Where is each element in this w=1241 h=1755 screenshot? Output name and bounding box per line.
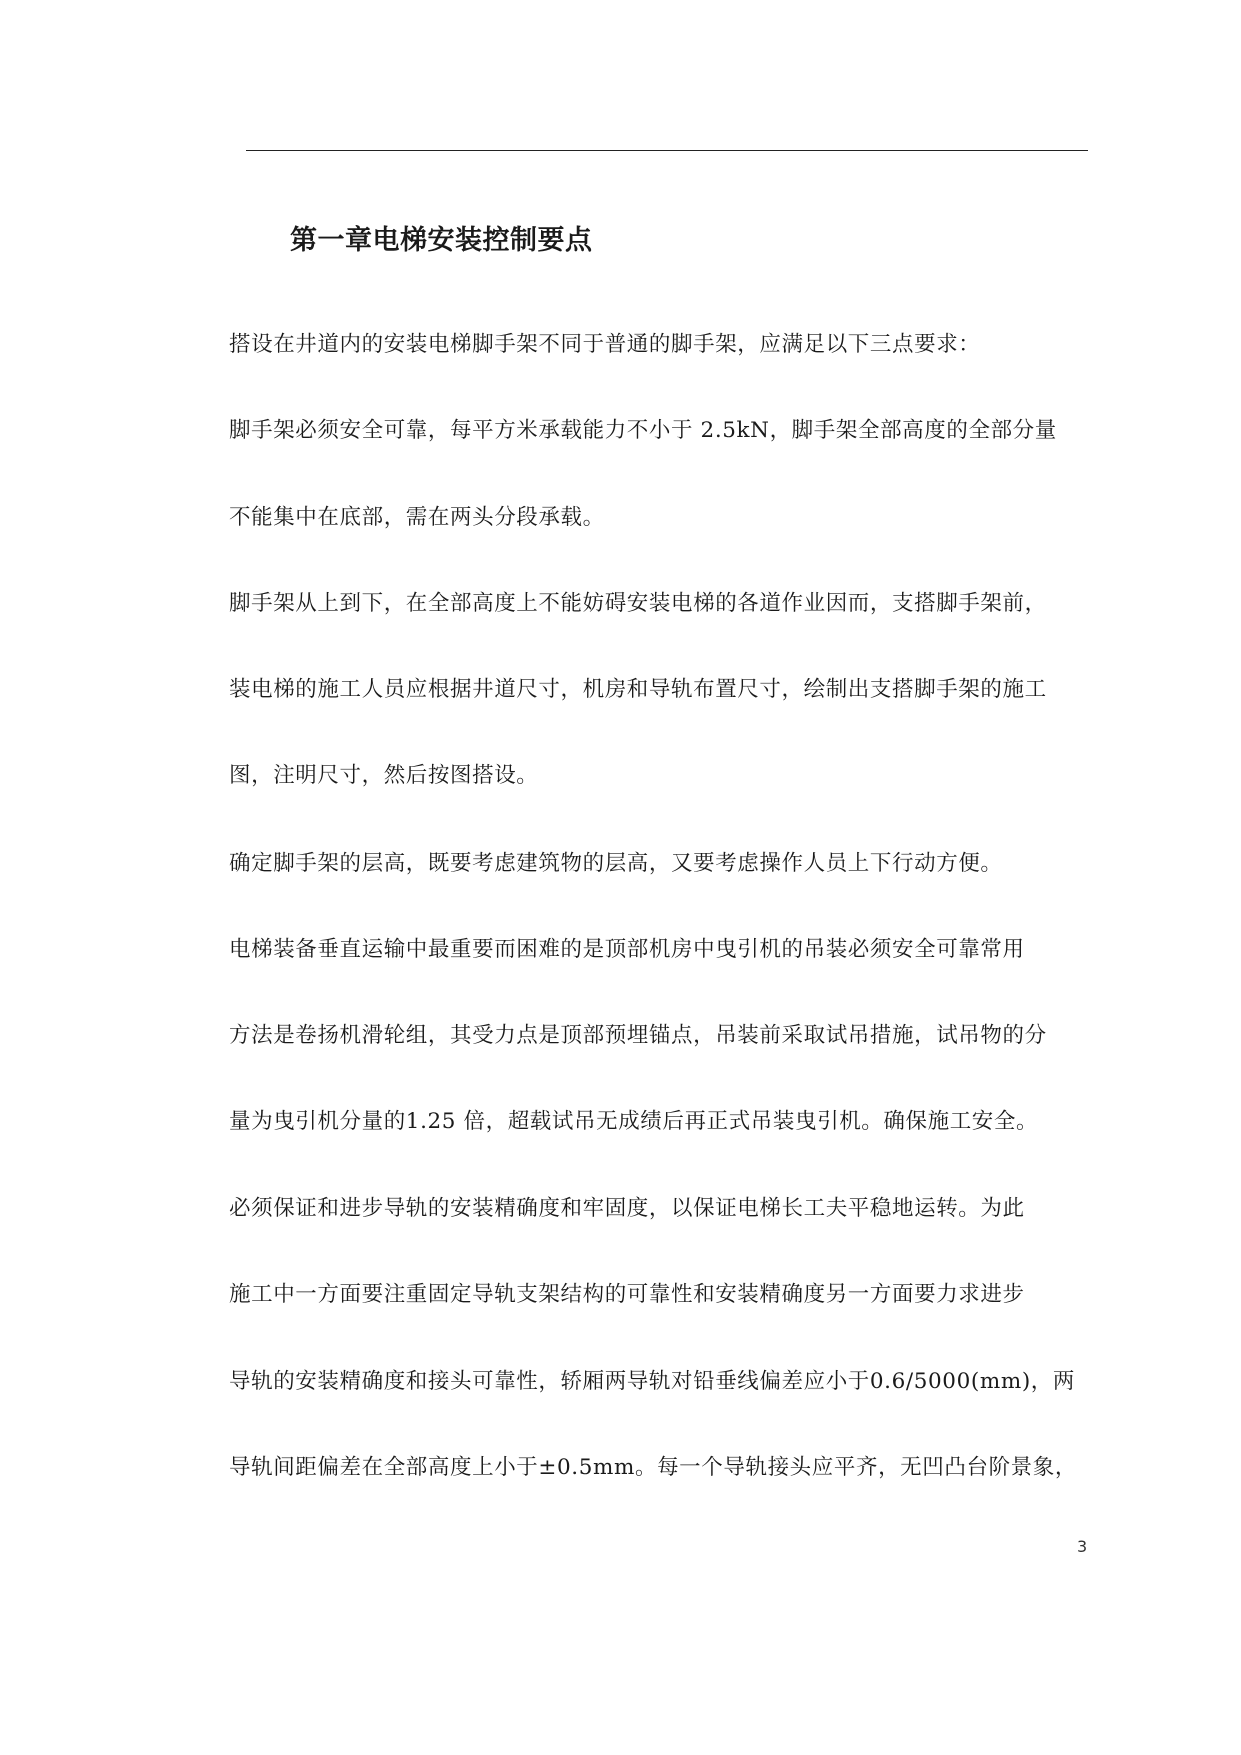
header-rule (246, 150, 1088, 151)
body-line-12: 施工中一方面要注重固定导轨支架结构的可靠性和安装精确度另一方面要力求进步 (229, 1282, 1025, 1307)
body-line-1: 搭设在井道内的安装电梯脚手架不同于普通的脚手架，应满足以下三点要求： (229, 332, 981, 357)
chapter-title: 第一章电梯安装控制要点 (290, 225, 593, 256)
body-line-5: 装电梯的施工人员应根据井道尺寸，机房和导轨布置尺寸，绘制出支搭脚手架的施工 (229, 677, 1047, 702)
page-number: 3 (1077, 1537, 1088, 1556)
body-line-4: 脚手架从上到下，在全部高度上不能妨碍安装电梯的各道作业因而，支搭脚手架前， (229, 591, 1047, 616)
body-line-13: 导轨的安装精确度和接头可靠性，轿厢两导轨对铅垂线偏差应小于0.6/5000(mm)，两 (229, 1369, 1076, 1394)
body-line-6: 图，注明尺寸，然后按图搭设。 (229, 763, 539, 788)
body-line-7: 确定脚手架的层高，既要考虑建筑物的层高，又要考虑操作人员上下行动方便。 (229, 851, 1003, 876)
body-line-9: 方法是卷扬机滑轮组，其受力点是顶部预埋锚点，吊装前采取试吊措施，试吊物的分 (229, 1023, 1047, 1048)
body-line-11: 必须保证和进步导轨的安装精确度和牢固度，以保证电梯长工夫平稳地运转。为此 (229, 1196, 1025, 1221)
body-line-10: 量为曳引机分量的1.25 倍，超载试吊无成绩后再正式吊装曳引机。确保施工安全。 (229, 1109, 1039, 1134)
body-line-14: 导轨间距偏差在全部高度上小于±0.5mm。每一个导轨接头应平齐，无凹凸台阶景象， (229, 1455, 1077, 1480)
body-line-3: 不能集中在底部，需在两头分段承载。 (229, 505, 605, 530)
body-line-8: 电梯装备垂直运输中最重要而困难的是顶部机房中曳引机的吊装必须安全可靠常用 (229, 937, 1025, 962)
body-line-2: 脚手架必须安全可靠，每平方米承载能力不小于 2.5kN，脚手架全部高度的全部分量 (229, 418, 1057, 443)
